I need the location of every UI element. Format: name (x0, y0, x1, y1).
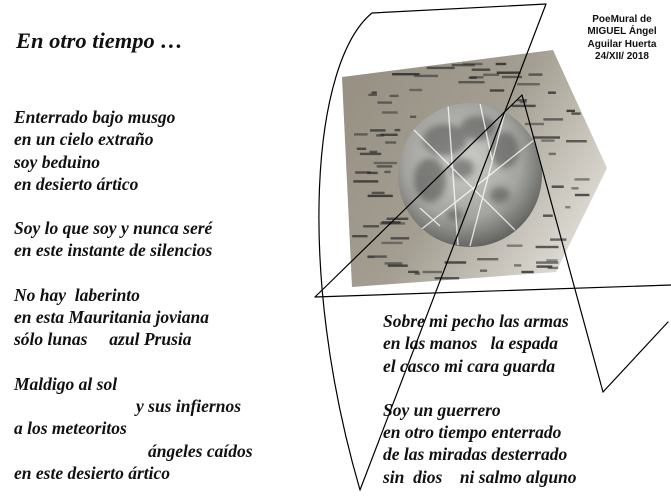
poem-line: a los meteoritos (14, 418, 127, 439)
text-fragment-mark (370, 129, 385, 131)
stanza (383, 399, 577, 488)
text-fragment-mark (384, 171, 390, 173)
text-fragment-mark (363, 225, 379, 227)
poem-line: Enterrado bajo musgo (14, 107, 176, 127)
text-fragment-mark (566, 140, 587, 142)
text-fragment-mark (472, 69, 491, 71)
text-fragment-mark (463, 63, 483, 65)
text-fragment-mark (353, 180, 378, 182)
text-fragment-mark (497, 72, 521, 74)
text-fragment-mark (381, 242, 402, 244)
poem-line: en esta Mauritania joviana (14, 307, 209, 328)
text-fragment-mark (385, 262, 403, 264)
text-fragment-mark (521, 271, 533, 273)
poem-line: ángeles caídos (148, 440, 253, 461)
text-fragment-mark (427, 67, 455, 69)
text-fragment-mark (517, 83, 540, 85)
poem-line: soy beduino (14, 151, 101, 172)
poem-line: en otro tiempo enterrado (383, 422, 562, 443)
credits-line: MIGUEL Ángel (587, 26, 657, 38)
poem-title: En otro tiempo … (16, 28, 183, 53)
credits-line: PoeMural de (592, 14, 652, 25)
text-fragment-mark (525, 123, 544, 125)
text-fragment-mark (368, 94, 377, 96)
text-fragment-mark (575, 178, 590, 180)
poem-line: de las miradas desterrado (383, 444, 568, 465)
text-fragment-mark (548, 92, 556, 94)
text-fragment-mark (374, 162, 397, 164)
stanza (383, 310, 577, 377)
text-fragment-mark (372, 192, 385, 194)
poem-line: en este instante de silencios (14, 240, 213, 261)
text-fragment-mark (533, 136, 560, 138)
stanza (14, 217, 253, 262)
text-fragment-mark (496, 63, 507, 65)
poem-line: en desierto ártico (14, 173, 139, 194)
poem-right-column (383, 310, 577, 488)
text-fragment-mark (502, 76, 522, 78)
poem-line: sólo lunas azul Prusia (14, 329, 192, 350)
poem-line: el casco mi cara guarda (383, 355, 556, 376)
text-fragment-mark (387, 218, 409, 220)
text-fragment-mark (512, 105, 536, 107)
text-fragment-mark (536, 261, 558, 263)
poem-line: No hay laberinto (14, 284, 140, 305)
text-fragment-mark (572, 187, 579, 189)
text-fragment-mark (543, 118, 563, 120)
text-fragment-mark (372, 91, 377, 93)
poem-line: Soy un guerrero (383, 399, 501, 420)
text-fragment-mark (391, 237, 410, 239)
text-fragment-mark (409, 89, 422, 91)
text-fragment-mark (370, 151, 378, 153)
text-fragment-mark (546, 259, 557, 261)
text-fragment-mark (477, 258, 498, 260)
text-fragment-mark (390, 95, 399, 97)
text-fragment-mark (469, 77, 477, 79)
text-fragment-mark (408, 271, 419, 273)
text-fragment-mark (352, 235, 367, 237)
text-fragment-mark (355, 171, 371, 173)
text-fragment-mark (571, 112, 580, 114)
poem-line: Maldigo al sol (14, 373, 118, 394)
poem-line: en las manos la espada (383, 333, 559, 354)
text-fragment-mark (543, 215, 553, 217)
text-fragment-mark (377, 101, 392, 103)
text-fragment-mark (410, 116, 416, 118)
poem-line: en un cielo extraño (14, 129, 154, 150)
text-fragment-mark (445, 261, 467, 263)
text-fragment-mark (548, 267, 559, 269)
text-fragment-mark (483, 74, 499, 76)
text-fragment-mark (423, 271, 442, 273)
text-fragment-mark (529, 73, 543, 75)
text-fragment-mark (567, 110, 576, 112)
credits-block (578, 14, 666, 64)
poem-line: Soy lo que soy y nunca seré (14, 218, 213, 239)
text-fragment-mark (354, 133, 368, 135)
text-fragment-mark (382, 221, 401, 223)
stanza (14, 284, 253, 351)
text-fragment-mark (536, 246, 559, 248)
poem-line: Sobre mi pecho las armas (383, 311, 569, 331)
text-fragment-mark (395, 129, 401, 131)
text-fragment-mark (480, 270, 487, 272)
stanza (14, 373, 253, 484)
stanza (14, 106, 253, 195)
credits-line: Aguilar Huerta (587, 38, 657, 50)
text-fragment-mark (381, 134, 398, 136)
credits-line: 24/XII/ 2018 (595, 51, 649, 63)
text-fragment-mark (458, 81, 484, 83)
poem-line: sin dios ni salmo alguno (383, 466, 577, 487)
text-fragment-mark (552, 186, 564, 188)
text-fragment-mark (377, 165, 393, 167)
text-fragment-mark (549, 153, 556, 155)
text-fragment-mark (382, 111, 398, 113)
text-fragment-mark (565, 206, 570, 208)
text-fragment-mark (368, 195, 393, 197)
text-fragment-mark (550, 238, 566, 240)
text-fragment-mark (388, 265, 408, 267)
text-fragment-mark (507, 245, 523, 247)
text-fragment-mark (435, 277, 460, 279)
poem-line: en este desierto ártico (14, 462, 171, 483)
text-fragment-mark (541, 139, 554, 141)
text-fragment-mark (385, 141, 396, 143)
poem-left-column (14, 106, 253, 484)
text-fragment-mark (414, 75, 438, 77)
poem-line: y sus infiernos (136, 395, 242, 416)
text-fragment-mark (367, 256, 374, 258)
text-fragment-mark (575, 194, 590, 196)
text-fragment-mark (520, 101, 527, 103)
text-fragment-mark (357, 148, 366, 150)
text-fragment-mark (514, 264, 521, 266)
text-fragment-mark (490, 89, 504, 91)
